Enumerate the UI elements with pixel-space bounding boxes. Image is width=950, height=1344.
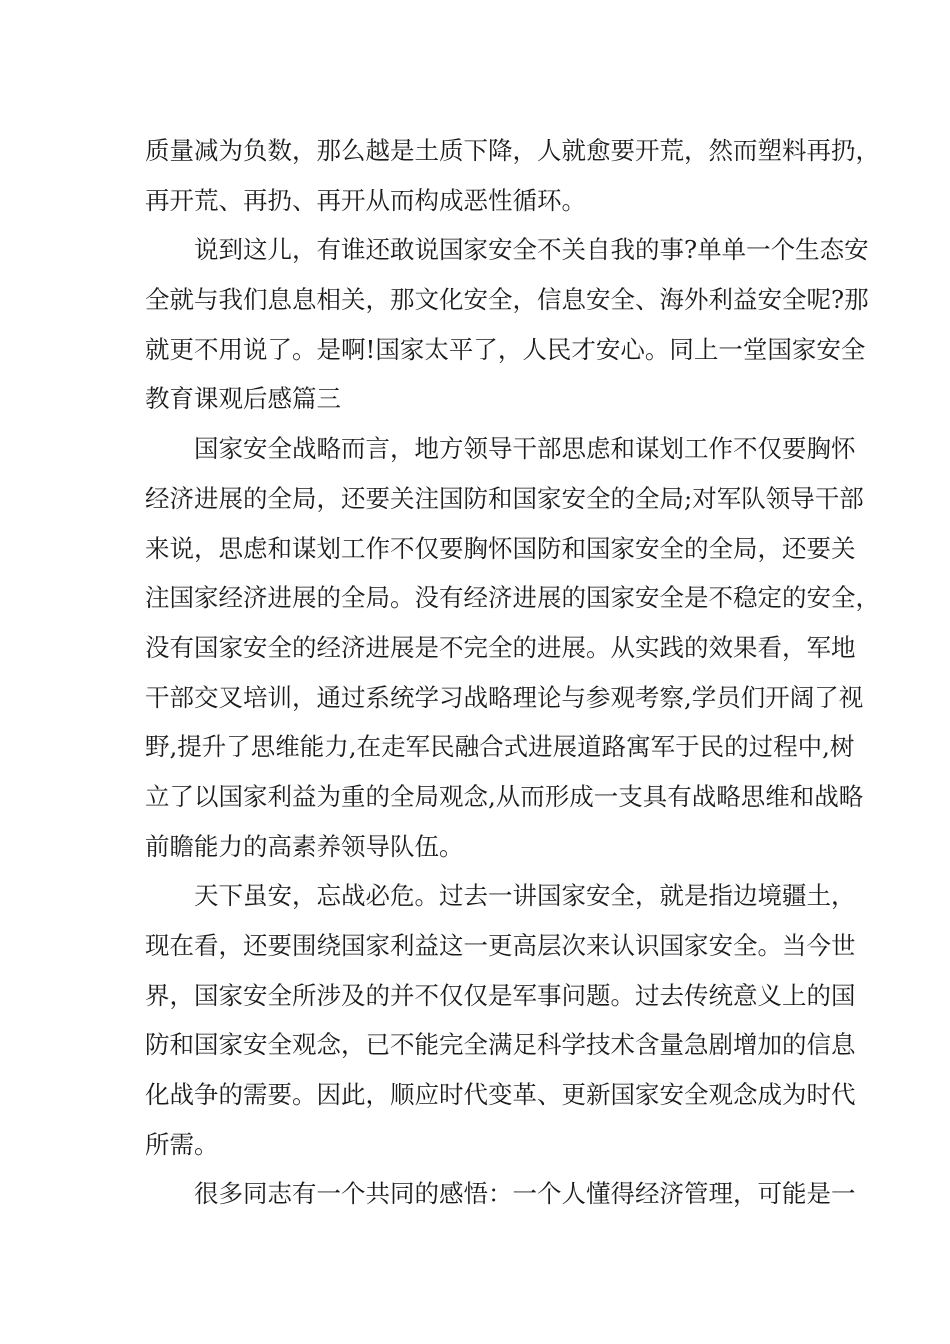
text-line: 质量减为负数，那么越是土质下降，人就愈要开荒，然而塑料再扔， [145, 136, 880, 165]
text-line: 国家安全战略而言，地方领导干部思虑和谋划工作不仅要胸怀 [194, 434, 856, 464]
text-line: 就更不用说了。是啊!国家太平了，人民才安心。同上一堂国家安全 [145, 334, 866, 364]
text-line: 注国家经济进展的全局。没有经济进展的国家安全是不稳定的安全， [145, 583, 880, 613]
text-line: 来说，思虑和谋划工作不仅要胸怀国防和国家安全的全局，还要关 [145, 533, 856, 563]
body-text [145, 126, 880, 1219]
text-line: 界，国家安全所涉及的并不仅仅是军事问题。过去传统意义上的国 [145, 980, 856, 1010]
text-line: 野,提升了思维能力,在走军民融合式进展道路寓军于民的过程中,树 [145, 732, 855, 762]
text-line: 现在看，还要围绕国家利益这一更高层次来认识国家安全。当今世 [145, 931, 856, 960]
text-line: 经济进展的全局，还要关注国防和国家安全的全局;对军队领导干部 [145, 483, 864, 513]
text-line: 前瞻能力的高素养领导队伍。 [145, 831, 464, 861]
text-line: 化战争的需要。因此，顺应时代变革、更新国家安全观念成为时代 [145, 1080, 856, 1110]
text-line: 立了以国家利益为重的全局观念,从而形成一支具有战略思维和战略 [145, 781, 864, 811]
text-line: 干部交叉培训，通过系统学习战略理论与参观考察,学员们开阔了视 [145, 682, 864, 712]
text-line: 防和国家安全观念，已不能完全满足科学技术含量急剧增加的信息 [145, 1030, 856, 1060]
text-line: 说到这儿，有谁还敢说国家安全不关自我的事?单单一个生态安 [194, 235, 869, 265]
text-line: 天下虽安，忘战必危。过去一讲国家安全，就是指边境疆土， [194, 881, 856, 911]
text-line: 全就与我们息息相关，那文化安全，信息安全、海外利益安全呢?那 [145, 285, 869, 315]
text-line: 所需。 [145, 1129, 219, 1159]
text-line: 没有国家安全的经济进展是不完全的进展。从实践的效果看，军地 [145, 632, 856, 662]
text-line: 教育课观后感篇三 [145, 384, 341, 414]
text-line: 很多同志有一个共同的感悟：一个人懂得经济管理，可能是一 [194, 1179, 856, 1209]
text-line: 再开荒、再扔、再开从而构成恶性循环。 [145, 185, 586, 215]
